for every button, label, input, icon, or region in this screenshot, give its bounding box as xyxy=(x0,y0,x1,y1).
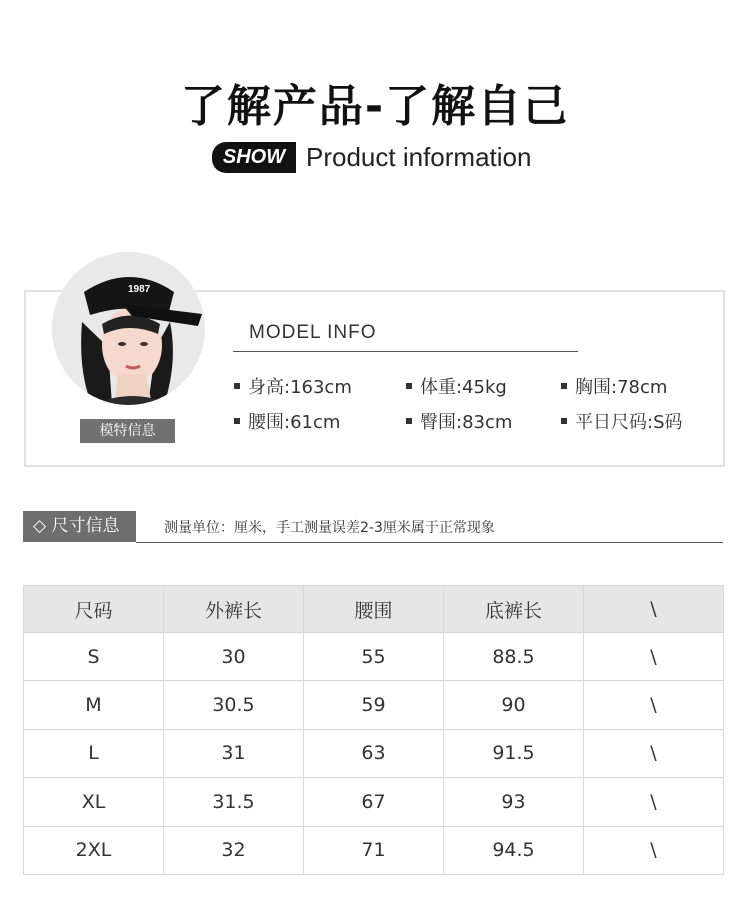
stat-text: 平日尺码:S码 xyxy=(575,412,683,433)
stat-text: 腰围:61cm xyxy=(248,412,341,433)
bullet-icon xyxy=(234,383,240,389)
column-header: 腰围 xyxy=(304,586,444,633)
stat-usual-size xyxy=(561,408,683,434)
subtitle-row xyxy=(212,141,531,173)
table-cell: 30 xyxy=(164,633,304,681)
show-badge: SHOW xyxy=(212,142,296,173)
stat-waist xyxy=(234,408,340,434)
table-cell: \ xyxy=(584,681,724,729)
table-row xyxy=(24,778,724,826)
table-cell: 88.5 xyxy=(444,633,584,681)
table-header-row xyxy=(24,586,724,633)
model-photo xyxy=(52,252,205,405)
stat-height xyxy=(234,373,352,399)
subtitle-text: Product information xyxy=(306,141,532,172)
table-cell: 30.5 xyxy=(164,681,304,729)
bullet-icon xyxy=(561,383,567,389)
table-cell: \ xyxy=(584,729,724,777)
table-row xyxy=(24,681,724,729)
size-info-label: ◇ 尺寸信息 xyxy=(23,511,136,542)
column-header: 外裤长 xyxy=(164,586,304,633)
table-cell: 32 xyxy=(164,826,304,874)
table-row xyxy=(24,633,724,681)
table-cell: XL xyxy=(24,778,164,826)
stat-text: 身高:163cm xyxy=(248,377,352,398)
model-info-heading: MODEL INFO xyxy=(249,322,377,343)
size-info-note: 测量单位：厘米，手工测量误差2-3厘米属于正常现象 xyxy=(164,520,495,536)
table-cell: \ xyxy=(584,778,724,826)
stat-weight xyxy=(406,373,507,399)
table-row xyxy=(24,729,724,777)
table-cell: 93 xyxy=(444,778,584,826)
table-cell: 31 xyxy=(164,729,304,777)
stat-text: 胸围:78cm xyxy=(575,377,668,398)
cap-logo-text: 1987 xyxy=(128,284,151,295)
stat-hip xyxy=(406,408,512,434)
model-info-divider xyxy=(233,351,578,352)
model-info-tag: 模特信息 xyxy=(80,419,175,443)
table-cell: \ xyxy=(584,826,724,874)
table-cell: 55 xyxy=(304,633,444,681)
table-cell: 91.5 xyxy=(444,729,584,777)
table-row xyxy=(24,826,724,874)
size-table xyxy=(23,585,724,875)
bullet-icon xyxy=(406,418,412,424)
bullet-icon xyxy=(561,418,567,424)
stat-text: 臀围:83cm xyxy=(420,412,513,433)
column-header: 尺码 xyxy=(24,586,164,633)
model-avatar xyxy=(52,252,205,405)
stat-chest xyxy=(561,373,667,399)
table-cell: 31.5 xyxy=(164,778,304,826)
table-cell: 67 xyxy=(304,778,444,826)
table-cell: 2XL xyxy=(24,826,164,874)
table-cell: \ xyxy=(584,633,724,681)
size-info-divider xyxy=(136,542,723,543)
stat-text: 体重:45kg xyxy=(420,377,507,398)
size-info-header xyxy=(23,511,723,543)
table-cell: M xyxy=(24,681,164,729)
table-cell: L xyxy=(24,729,164,777)
column-header: 底裤长 xyxy=(444,586,584,633)
page-title: 了解产品-了解自己 xyxy=(180,81,570,132)
table-cell: S xyxy=(24,633,164,681)
table-cell: 59 xyxy=(304,681,444,729)
column-header: \ xyxy=(584,586,724,633)
table-cell: 71 xyxy=(304,826,444,874)
table-cell: 63 xyxy=(304,729,444,777)
table-cell: 90 xyxy=(444,681,584,729)
bullet-icon xyxy=(234,418,240,424)
table-cell: 94.5 xyxy=(444,826,584,874)
bullet-icon xyxy=(406,383,412,389)
